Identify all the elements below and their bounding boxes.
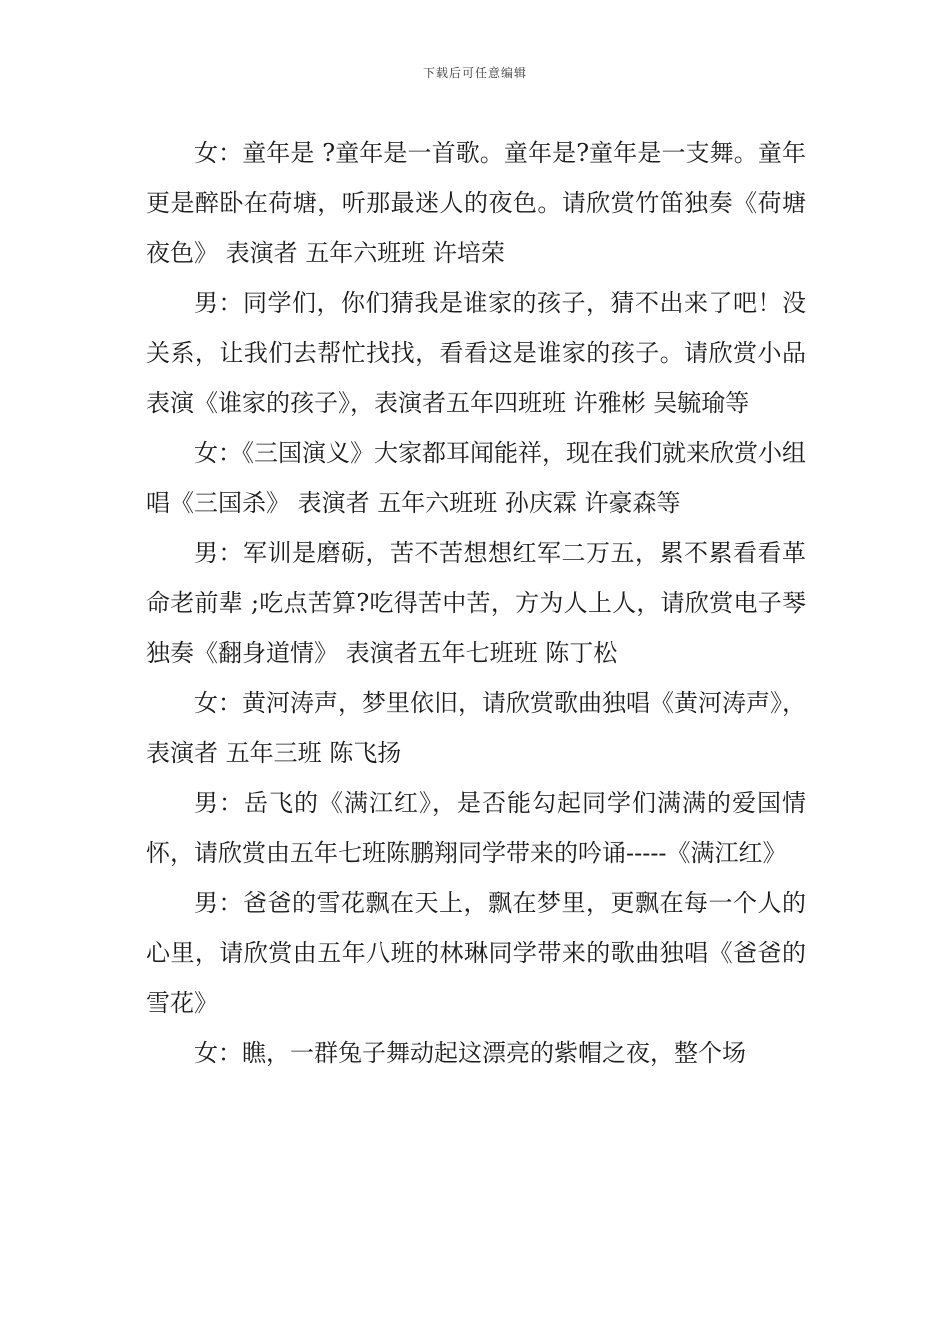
paragraph-5: 女：黄河涛声，梦里依旧，请欣赏歌曲独唱《黄河涛声》，表演者 五年三班 陈飞扬 <box>146 689 806 767</box>
page-header: 下载后可任意编辑 <box>422 66 527 80</box>
paragraph-2: 男：同学们，你们猜我是谁家的孩子，猜不出来了吧！没关系，让我们去帮忙找找，看看这是谁家的孩子。请欣赏小品表演《谁家的孩子》，表演者五年四班班 许雅彬 吴毓瑜等 <box>146 289 806 417</box>
paragraph-6: 男：岳飞的《满江红》，是否能勾起同学们满满的爱国情怀，请欣赏由五年七班陈鹏翔同学带来的吟诵-----《满江红》 <box>146 789 806 867</box>
paragraph-3: 女：《三国演义》大家都耳闻能祥，现在我们就来欣赏小组唱《三国杀》 表演者 五年六班班 孙庆霖 许豪森等 <box>146 439 806 517</box>
paragraph-7: 男：爸爸的雪花飘在天上，飘在梦里，更飘在每一个人的心里，请欣赏由五年八班的林琳同学带来的歌曲独唱《爸爸的雪花》 <box>146 889 806 1017</box>
paragraph-8: 女：瞧，一群兔子舞动起这漂亮的紫帽之夜，整个场 <box>194 1039 746 1067</box>
paragraph-4: 男：军训是磨砺，苦不苦想想红军二万五，累不累看看革命老前辈 ;吃点苦算?吃得苦中苦，方为人上人，请欣赏电子琴独奏《翻身道情》 表演者五年七班班 陈丁松 <box>146 539 806 667</box>
paragraph-1: 女：童年是 ?童年是一首歌。童年是?童年是一支舞。童年更是醉卧在荷塘，听那最迷人的夜色。请欣赏竹笛独奏《荷塘夜色》 表演者 五年六班班 许培荣 <box>146 139 806 267</box>
document-body <box>146 128 806 1078</box>
